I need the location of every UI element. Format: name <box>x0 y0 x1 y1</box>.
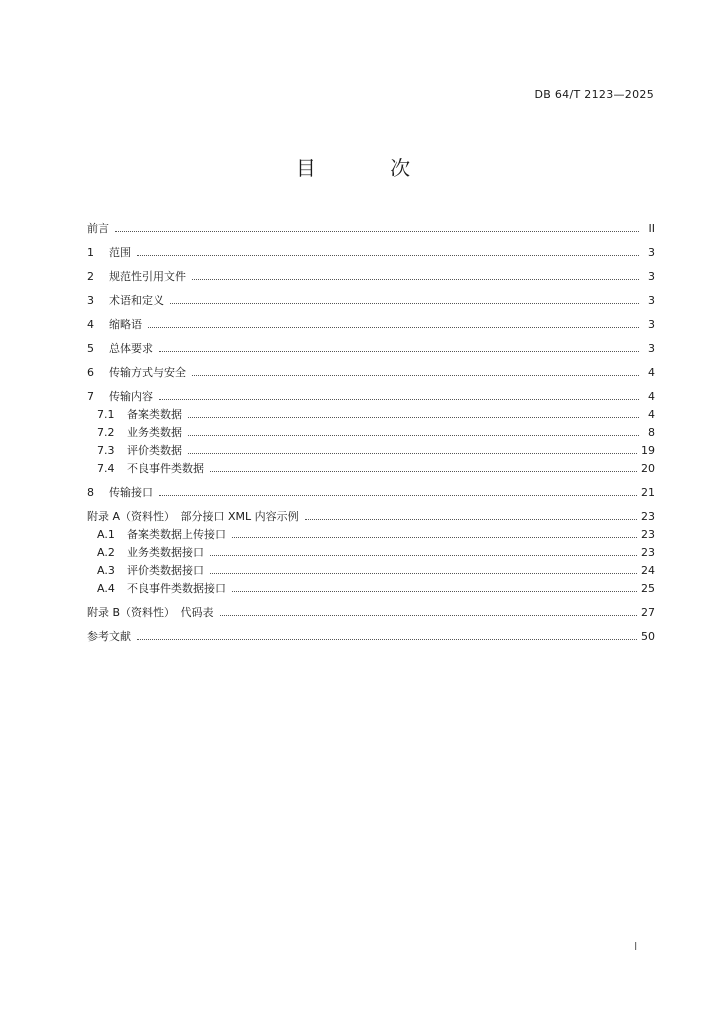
toc-entry-number: 7.2 <box>97 426 115 439</box>
toc-entry-page: 4 <box>648 366 655 379</box>
toc-leader-dots <box>115 220 639 232</box>
toc-entry-number: 3 <box>87 294 94 307</box>
toc-entry-1[interactable] <box>87 244 655 262</box>
toc-entry-page: 4 <box>648 390 655 403</box>
toc-leader-dots <box>159 388 639 400</box>
toc-entry-appendix-a[interactable] <box>87 508 655 526</box>
page-number: I <box>634 940 638 953</box>
toc-entry-page: 3 <box>648 270 655 283</box>
toc-entry-page: 50 <box>641 630 655 643</box>
toc-entry-appendix-b[interactable] <box>87 604 655 622</box>
toc-leader-dots <box>192 364 639 376</box>
toc-entry-number: 4 <box>87 318 94 331</box>
toc-entry-label: 规范性引用文件 <box>109 270 186 283</box>
toc-entry-number: 7.4 <box>97 462 115 475</box>
toc-leader-dots <box>159 340 639 352</box>
toc-entry-label: 缩略语 <box>109 318 142 331</box>
toc-entry-label: 附录 A（资料性） 部分接口 XML 内容示例 <box>87 510 299 523</box>
toc-entry-number: A.4 <box>97 582 115 595</box>
toc-entry-label: 传输方式与安全 <box>109 366 186 379</box>
toc-entry-6[interactable] <box>87 364 655 382</box>
toc-entry-number: 7 <box>87 390 94 403</box>
toc-entry-number: 7.3 <box>97 444 115 457</box>
toc-entry-7-2[interactable] <box>87 424 655 442</box>
toc-entry-number: A.1 <box>97 528 115 541</box>
toc-entry-label: 前言 <box>87 222 109 235</box>
toc-entry-label: 评价类数据接口 <box>127 564 204 577</box>
toc-entry-label: 不良事件类数据接口 <box>127 582 226 595</box>
toc-leader-dots <box>137 244 639 256</box>
toc-leader-dots <box>232 580 637 592</box>
toc-entry-label: 范围 <box>109 246 131 259</box>
toc-entry-label: 总体要求 <box>109 342 153 355</box>
toc-entry-5[interactable] <box>87 340 655 358</box>
toc-leader-dots <box>220 604 637 616</box>
toc-leader-dots <box>188 406 639 418</box>
toc-entry-7-3[interactable] <box>87 442 655 460</box>
toc-entry-references[interactable] <box>87 628 655 646</box>
toc-entry-page: 23 <box>641 546 655 559</box>
toc-entry-number: 5 <box>87 342 94 355</box>
toc-leader-dots <box>188 442 637 454</box>
toc-entry-page: 23 <box>641 528 655 541</box>
toc-entry-page: 3 <box>648 294 655 307</box>
toc-leader-dots <box>148 316 639 328</box>
toc-entry-a-3[interactable] <box>87 562 655 580</box>
toc-entry-4[interactable] <box>87 316 655 334</box>
toc-entry-number: 7.1 <box>97 408 115 421</box>
toc-leader-dots <box>170 292 639 304</box>
toc-entry-page: 3 <box>648 342 655 355</box>
page-title: 目 次 <box>295 156 445 180</box>
toc-entry-page: 8 <box>648 426 655 439</box>
toc-entry-label: 业务类数据接口 <box>127 546 204 559</box>
toc-entry-page: 21 <box>641 486 655 499</box>
toc-entry-number: 8 <box>87 486 94 499</box>
toc-entry-number: 1 <box>87 246 94 259</box>
toc-entry-page: 19 <box>641 444 655 457</box>
toc-entry-7-1[interactable] <box>87 406 655 424</box>
toc-entry-a-4[interactable] <box>87 580 655 598</box>
toc-entry-label: 参考文献 <box>87 630 131 643</box>
toc-entry-label: 备案类数据 <box>127 408 182 421</box>
toc-entry-3[interactable] <box>87 292 655 310</box>
toc-entry-label: 不良事件类数据 <box>127 462 204 475</box>
toc-leader-dots <box>192 268 639 280</box>
toc-entry-number: 2 <box>87 270 94 283</box>
toc-entry-page: 23 <box>641 510 655 523</box>
standard-code: DB 64/T 2123—2025 <box>534 88 654 101</box>
toc-entry-number: 6 <box>87 366 94 379</box>
toc-entry-label: 附录 B（资料性） 代码表 <box>87 606 214 619</box>
toc-entry-7-4[interactable] <box>87 460 655 478</box>
toc-entry-number: A.3 <box>97 564 115 577</box>
toc-entry-8[interactable] <box>87 484 655 502</box>
toc-entry-label: 评价类数据 <box>127 444 182 457</box>
toc-entry-number: A.2 <box>97 546 115 559</box>
toc-leader-dots <box>210 460 637 472</box>
toc-entry-2[interactable] <box>87 268 655 286</box>
toc-entry-page: 27 <box>641 606 655 619</box>
toc-entry-page: 3 <box>648 246 655 259</box>
toc-leader-dots <box>210 562 637 574</box>
toc-entry-a-1[interactable] <box>87 526 655 544</box>
toc-leader-dots <box>137 628 637 640</box>
toc-leader-dots <box>188 424 639 436</box>
toc-entry-a-2[interactable] <box>87 544 655 562</box>
table-of-contents <box>87 220 655 652</box>
toc-leader-dots <box>232 526 637 538</box>
toc-entry-page: 20 <box>641 462 655 475</box>
toc-entry-label: 传输接口 <box>109 486 153 499</box>
toc-entry-page: 3 <box>648 318 655 331</box>
toc-entry-foreword[interactable] <box>87 220 655 238</box>
toc-entry-page: 24 <box>641 564 655 577</box>
toc-entry-label: 备案类数据上传接口 <box>127 528 226 541</box>
toc-leader-dots <box>305 508 637 520</box>
toc-entry-label: 术语和定义 <box>109 294 164 307</box>
toc-entry-7[interactable] <box>87 388 655 406</box>
toc-entry-label: 传输内容 <box>109 390 153 403</box>
toc-entry-label: 业务类数据 <box>127 426 182 439</box>
toc-entry-page: 25 <box>641 582 655 595</box>
toc-entry-page: II <box>648 222 655 235</box>
toc-leader-dots <box>210 544 637 556</box>
toc-leader-dots <box>159 484 637 496</box>
toc-entry-page: 4 <box>648 408 655 421</box>
